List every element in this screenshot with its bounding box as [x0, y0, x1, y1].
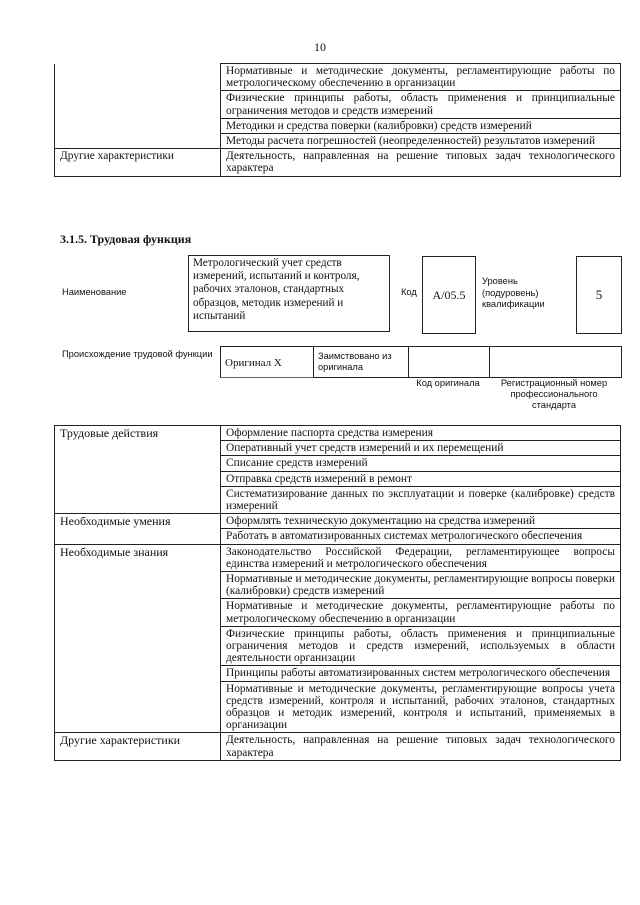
labor-action-item: Систематизирование данных по эксплуатации и поверке (калибровке) средств измерений [221, 486, 621, 513]
knowledge-item: Физические принципы работы, область применения и принципиальные ограничения методов и средств измерений [221, 91, 621, 118]
required-knowledge-item: Нормативные и методические документы, регламентирующие работы по метрологическому обеспечению в организации [221, 599, 621, 626]
section-title: 3.1.5. Трудовая функция [60, 232, 192, 246]
reg-number-caption: Регистрационный номер профессионального стандарта [500, 378, 608, 410]
knowledge-item: Нормативные и методические документы, регламентирующие работы по метрологическому обеспечению в организации [221, 64, 621, 91]
required-knowledge-label: Необходимые знания [55, 544, 221, 733]
qualification-level-label: Уровень (подуровень) квалификации [482, 276, 545, 309]
labor-action-item: Отправка средств измерений в ремонт [221, 471, 621, 486]
labor-action-item: Оперативный учет средств измерений и их перемещений [221, 441, 621, 456]
other-characteristics-text: Деятельность, направленная на решение типовых задач технологического характера [221, 149, 621, 176]
required-knowledge-item: Законодательство Российской Федерации, регламентирующее вопросы единства измерений и метрологического обеспечения [221, 544, 621, 571]
required-knowledge-item: Принципы работы автоматизированных систем метрологического обеспечения [221, 666, 621, 681]
labor-action-item: Оформление паспорта средства измерения [221, 426, 621, 441]
function-name-box: Метрологический учет средств измерений, испытаний и контроля, рабочих эталонов, стандартных образцов, методик измерений и испытаний [188, 255, 390, 332]
required-knowledge-item: Нормативные и методические документы, регламентирующие вопросы поверки (калибровки) средств измерений [221, 572, 621, 599]
other-characteristics-text: Деятельность, направленная на решение типовых задач технологического характера [221, 733, 621, 760]
origin-code-cell [408, 346, 490, 378]
qualification-level-box: 5 [576, 256, 622, 334]
knowledge-item: Методы расчета погрешностей (неопределенностей) результатов измерений [221, 134, 621, 149]
continuation-table [54, 63, 621, 177]
required-knowledge-item: Физические принципы работы, область применения и принципиальные ограничения методов и средств измерений, используемых в области деятельности организации [221, 626, 621, 666]
labor-actions-label: Трудовые действия [55, 426, 221, 514]
borrowed-cell [313, 346, 409, 378]
labor-action-item: Списание средств измерений [221, 456, 621, 471]
code-label: Код [401, 287, 417, 297]
required-knowledge-item: Нормативные и методические документы, регламентирующие вопросы учета средств измерений, контроля и испытаний, рабочих эталонов, стандартных образцов и методик измерений, контроля и испытаний, применяемых в организации [221, 681, 621, 733]
borrowed-label: Заимствовано из оригинала [318, 351, 392, 372]
original-mark: X [273, 357, 282, 369]
name-label: Наименование [62, 287, 127, 297]
reg-number-cell [489, 346, 622, 378]
origin-label: Происхождение трудовой функции [62, 349, 213, 359]
labor-function-table [54, 425, 621, 761]
required-skill-item: Работать в автоматизированных системах метрологического обеспечения [221, 529, 621, 544]
page-number: 10 [314, 40, 326, 54]
knowledge-item: Методики и средства поверки (калибровки) средств измерений [221, 118, 621, 133]
other-characteristics-label: Другие характеристики [55, 733, 221, 760]
required-skills-label: Необходимые умения [55, 514, 221, 544]
continuation-label-cell [55, 64, 221, 149]
code-box: А/05.5 [422, 256, 476, 334]
original-label: Оригинал [225, 357, 272, 369]
original-cell [220, 346, 314, 378]
other-characteristics-label: Другие характеристики [55, 149, 221, 176]
required-skill-item: Оформлять техническую документацию на средства измерений [221, 514, 621, 529]
origin-code-caption: Код оригинала [416, 378, 480, 388]
